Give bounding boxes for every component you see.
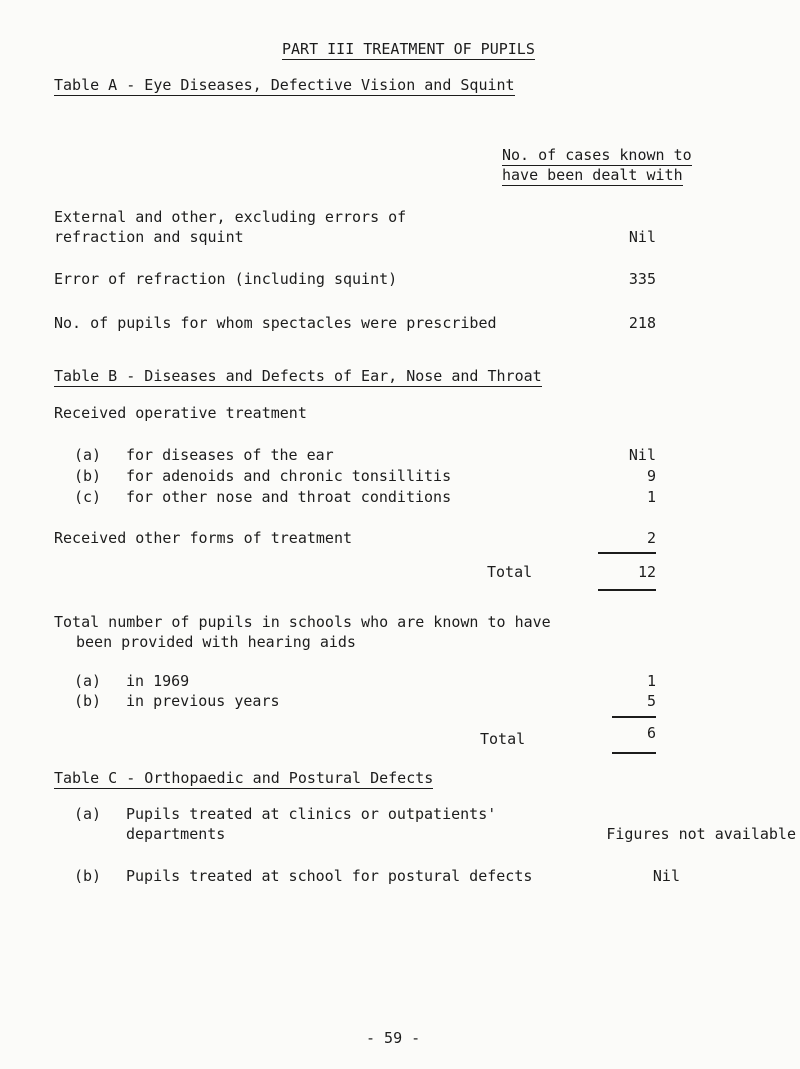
table-b-op-a-label: for diseases of the ear	[126, 446, 334, 464]
hearing-total-rule-top	[612, 716, 656, 718]
table-b-op-c-value: 1	[646, 488, 656, 506]
table-c-title: Table C - Orthopaedic and Postural Defects	[54, 769, 434, 787]
table-c-item-a-line1: Pupils treated at clinics or outpatients'	[126, 805, 497, 823]
table-b-op-b-label: for adenoids and chronic tonsillitis	[126, 467, 452, 485]
table-a-row-3-value: 218	[628, 314, 656, 332]
page-heading: PART III TREATMENT OF PUPILS	[282, 40, 535, 58]
table-a-row-1-label-line1: External and other, excluding errors of	[54, 208, 407, 226]
table-a-row-3-label: No. of pupils for whom spectacles were prescribed	[54, 314, 497, 332]
table-b-other-value: 2	[646, 529, 656, 547]
table-b-hearing-line2: been provided with hearing aids	[76, 633, 356, 651]
total-rule-top	[598, 552, 656, 554]
table-a-row-2-value: 335	[628, 270, 656, 288]
table-b-hearing-total-value: 6	[646, 724, 656, 742]
table-c-item-a-value: Figures not available	[606, 825, 796, 843]
table-a-row-1-value: Nil	[628, 228, 656, 246]
table-b-op-a-value: Nil	[628, 446, 656, 464]
table-b-op-b-marker: (b)	[74, 467, 102, 485]
table-c-item-b-marker: (b)	[74, 867, 102, 885]
table-b-hearing-a-label: in 1969	[126, 672, 190, 690]
total-rule-bottom	[598, 589, 656, 591]
table-a-row-2-label: Error of refraction (including squint)	[54, 270, 398, 288]
table-b-hearing-b-value: 5	[646, 692, 656, 710]
table-a-row-1-label-line2: refraction and squint	[54, 228, 244, 246]
table-c-item-b-label: Pupils treated at school for postural defects	[126, 867, 533, 885]
table-b-hearing-b-marker: (b)	[74, 692, 102, 710]
table-b-hearing-a-value: 1	[646, 672, 656, 690]
table-b-hearing-total-label: Total	[480, 730, 526, 748]
table-b-total-value: 12	[637, 563, 656, 581]
table-b-total-label: Total	[487, 563, 533, 581]
table-c-item-a-line2: departments	[126, 825, 226, 843]
hearing-total-rule-bottom	[612, 752, 656, 754]
table-b-op-c-marker: (c)	[74, 488, 102, 506]
table-a-title: Table A - Eye Diseases, Defective Vision and Squint	[54, 76, 515, 94]
table-b-hearing-b-label: in previous years	[126, 692, 280, 710]
table-b-title: Table B - Diseases and Defects of Ear, Nose and Throat	[54, 367, 542, 385]
table-b-op-b-value: 9	[646, 467, 656, 485]
table-a-col-header-line1: No. of cases known to	[502, 146, 692, 164]
table-a-col-header-line2: have been dealt with	[502, 166, 683, 184]
table-c-item-a-marker: (a)	[74, 805, 102, 823]
table-c-item-b-value: Nil	[652, 867, 680, 885]
table-b-hearing-line1: Total number of pupils in schools who are known to have	[54, 613, 551, 631]
page-number: - 59 -	[366, 1029, 421, 1047]
table-b-op-a-marker: (a)	[74, 446, 102, 464]
table-b-other-label: Received other forms of treatment	[54, 529, 353, 547]
table-b-op-c-label: for other nose and throat conditions	[126, 488, 452, 506]
table-b-hearing-a-marker: (a)	[74, 672, 102, 690]
table-b-operative-heading: Received operative treatment	[54, 404, 307, 422]
